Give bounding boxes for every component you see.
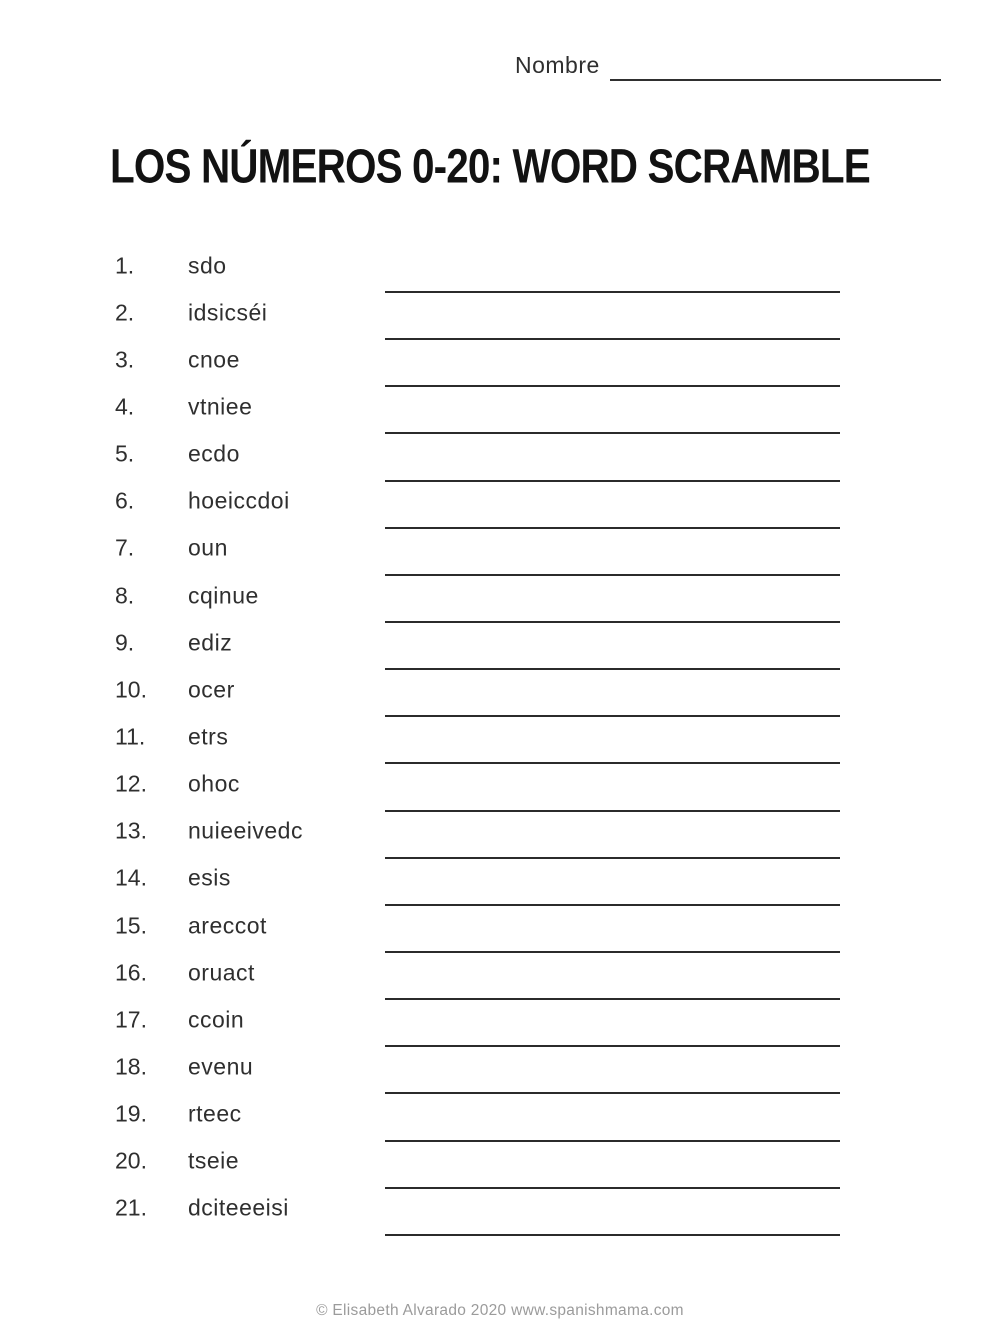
scrambled-word: cnoe [188, 346, 240, 373]
scrambled-word: ediz [188, 629, 233, 656]
item-number: 1. [115, 252, 135, 279]
scrambled-word: ccoin [188, 1006, 245, 1033]
item-number: 20. [115, 1147, 147, 1174]
list-item [115, 1185, 885, 1232]
list-item [115, 902, 885, 949]
item-number: 10. [115, 676, 147, 703]
list-item [115, 242, 885, 289]
list-item [115, 855, 885, 902]
item-number: 18. [115, 1053, 147, 1080]
item-number: 5. [115, 440, 135, 467]
scrambled-word: etrs [188, 723, 229, 750]
scrambled-word: rteec [188, 1100, 242, 1127]
scrambled-word: idsicséi [188, 299, 268, 326]
scrambled-word: cqinue [188, 582, 259, 609]
scrambled-word: vtniee [188, 393, 253, 420]
item-number: 19. [115, 1100, 147, 1127]
list-item [115, 478, 885, 525]
scrambled-word: esis [188, 864, 231, 891]
scrambled-word: hoeiccdoi [188, 487, 290, 514]
item-number: 15. [115, 912, 147, 939]
list-item [115, 949, 885, 996]
page-title: LOS NÚMEROS 0-20: WORD SCRAMBLE [110, 138, 870, 194]
item-number: 8. [115, 582, 135, 609]
list-item [115, 431, 885, 478]
list-item [115, 996, 885, 1043]
scrambled-word: tseie [188, 1147, 240, 1174]
list-item [115, 1138, 885, 1185]
item-number: 9. [115, 629, 135, 656]
name-blank-line [610, 53, 941, 81]
item-number: 16. [115, 959, 147, 986]
answer-line [385, 1234, 840, 1236]
scrambled-word: oruact [188, 959, 255, 986]
name-row [515, 52, 941, 81]
scramble-list [115, 242, 885, 1232]
scrambled-word: dciteeeisi [188, 1194, 289, 1221]
list-item [115, 761, 885, 808]
item-number: 7. [115, 534, 135, 561]
list-item [115, 572, 885, 619]
list-item [115, 619, 885, 666]
list-item [115, 1043, 885, 1090]
item-number: 14. [115, 864, 147, 891]
list-item [115, 525, 885, 572]
scrambled-word: ocer [188, 676, 235, 703]
item-number: 11. [115, 723, 146, 750]
scrambled-word: ecdo [188, 440, 240, 467]
list-item [115, 808, 885, 855]
item-number: 2. [115, 299, 135, 326]
list-item [115, 713, 885, 760]
item-number: 17. [115, 1006, 147, 1033]
list-item [115, 1091, 885, 1138]
scrambled-word: nuieeivedc [188, 817, 303, 844]
item-number: 6. [115, 487, 135, 514]
scrambled-word: sdo [188, 252, 227, 279]
scrambled-word: oun [188, 534, 228, 561]
item-number: 3. [115, 346, 135, 373]
item-number: 12. [115, 770, 147, 797]
item-number: 13. [115, 817, 147, 844]
list-item [115, 289, 885, 336]
item-number: 4. [115, 393, 135, 420]
scrambled-word: areccot [188, 912, 267, 939]
list-item [115, 336, 885, 383]
scrambled-word: ohoc [188, 770, 240, 797]
list-item [115, 383, 885, 430]
footer-credit: © Elisabeth Alvarado 2020 www.spanishmama.com [316, 1302, 684, 1319]
scrambled-word: evenu [188, 1053, 254, 1080]
item-number: 21. [115, 1194, 147, 1221]
list-item [115, 666, 885, 713]
name-label: Nombre [515, 52, 600, 78]
